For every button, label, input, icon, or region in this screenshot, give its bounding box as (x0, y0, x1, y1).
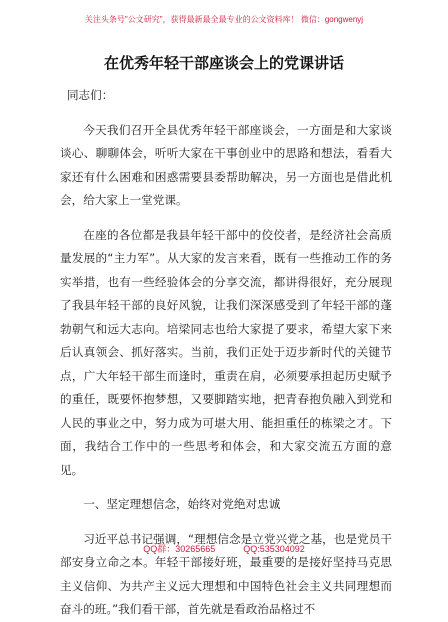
footer-qq: QQ:535304092 (243, 544, 305, 554)
header-promo-note: 关注头条号"公文研究"，获得最新最全最专业的公文资料库！ 微信：gongwenyj (84, 15, 364, 24)
paragraph-1: 今天我们召开全县优秀年轻干部座谈会，一方面是和大家谈谈心、聊聊体会，听听大家在干事创业中的思路和想法，看看大家还有什么困难和困惑需要县委帮助解决，另一方面也是借此机会，给大家上一堂党课。 (60, 122, 392, 207)
paragraph-3: 习近平总书记强调，“理想信念是立党兴党之基，也是党员干部安身立命之本。年轻干部接好班，最重要的是接好坚持马克思主义信仰、为共产主义远大理想和中国特色社会主义共同理想而奋斗的班。”我们看干部，首先就是看政治品格过不 (60, 531, 392, 616)
document-body (60, 84, 392, 622)
section-heading-1: 一、坚定理想信念，始终对党绝对忠诚 (83, 497, 281, 511)
document-title: 在优秀年轻干部座谈会上的党课讲话 (103, 54, 344, 72)
footer-qq-group: QQ群：30265665 (143, 544, 216, 554)
footer-contact (0, 542, 448, 555)
salutation: 同志们： (66, 88, 114, 102)
paragraph-2: 在座的各位都是我县年轻干部中的佼佼者，是经济社会高质量发展的“主力军”。从大家的发言来看，既有一些推动工作的务实举措，也有一些经验体会的分享交流，都讲得很好，充分展现了我县年轻干部的良好风貌，让我们深深感受到了年轻干部的蓬勃朝气和远大志向。培梁同志也给大家提了要求，希望大家下来后认真领会、抓好落实。当前，我们正处于迈步新时代的关键节点，广大年轻干部生而逢时，重责在肩，必须要承担起历史赋予的重任，既要怀抱梦想，又要脚踏实地，把青春抱负融入到党和人民的事业之中，努力成为可堪大用、能担重任的栋梁之才。下面，我结合工作中的一些思考和体会，和大家交流五方面的意见。 (60, 227, 392, 477)
